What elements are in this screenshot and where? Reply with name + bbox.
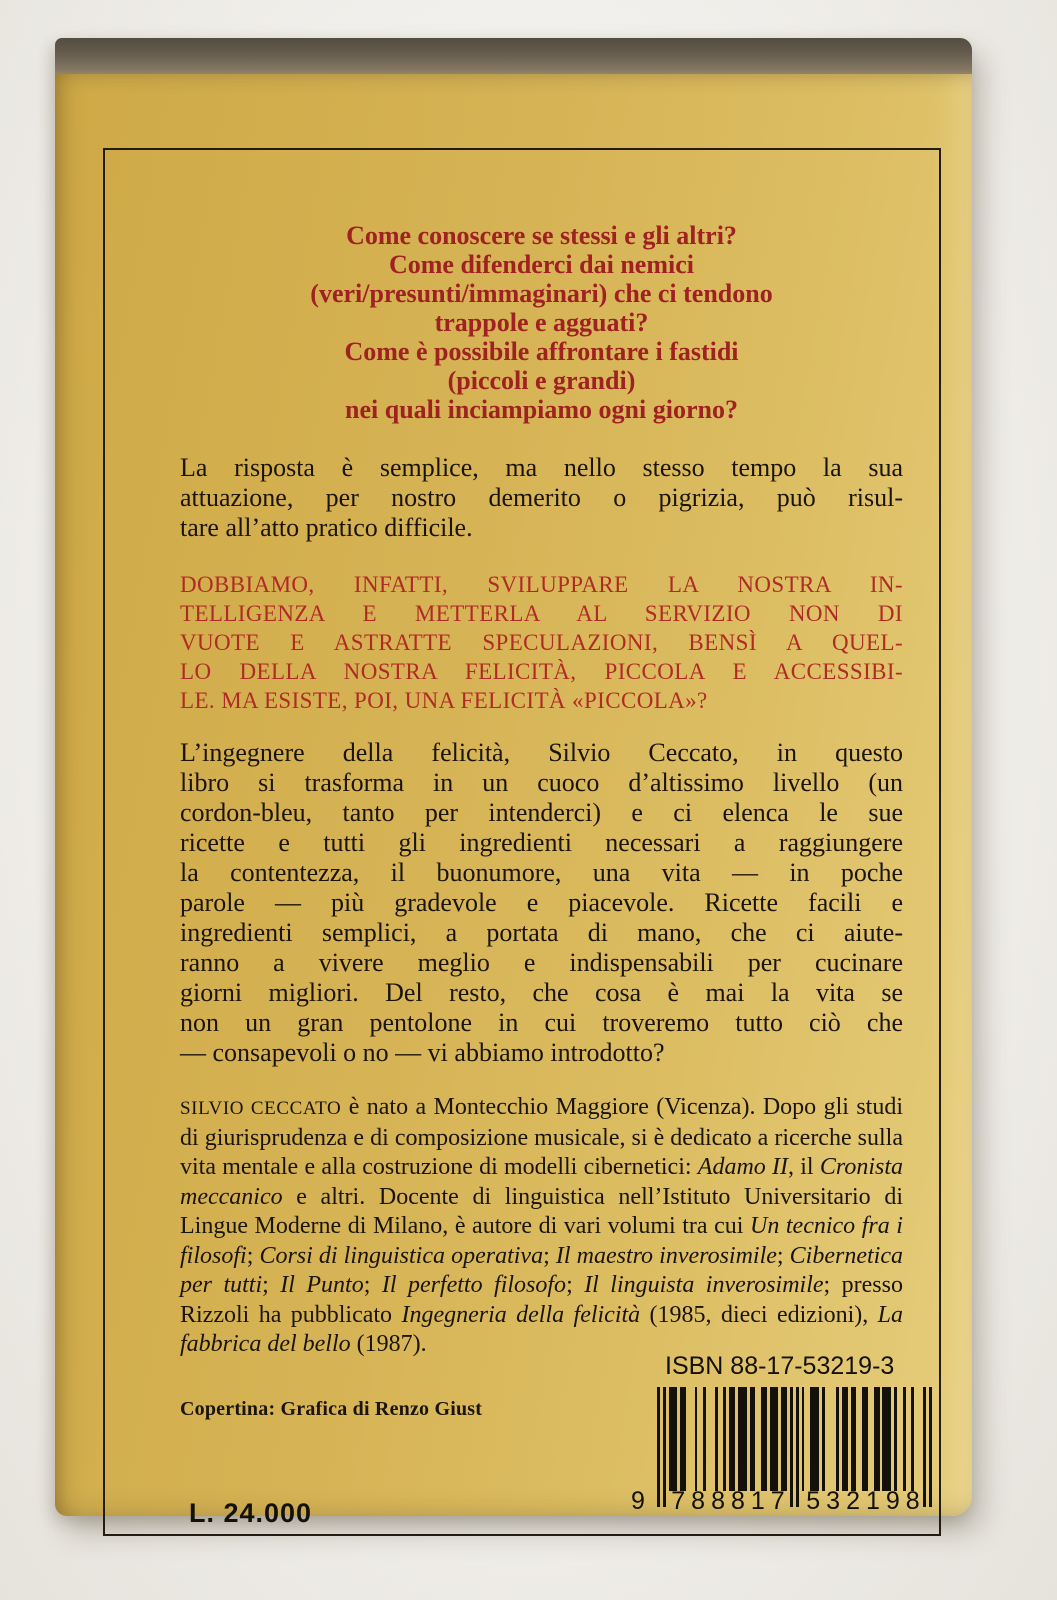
cover-credit: Copertina: Grafica di Renzo Giust	[180, 1398, 483, 1420]
cover-surface	[55, 74, 972, 1528]
barcode-digits-right-group: 532198	[806, 1487, 926, 1515]
headline-questions: Come conoscere se stessi e gli altri? Come difenderci dai nemici (veri/presunti/immaginari) che ci tendono trappole e agguati? Come è possibile affrontare i fastidi (piccoli e grandi) nei quali inciampiamo ogni giorno?	[310, 221, 773, 424]
author-bio: SILVIO CECCATO è nato a Montecchio Maggiore (Vicenza). Dopo gli studi di giurisprudenza e di composizione musicale, si è dedicato a ricerche sulla vita mentale e alla costruzione di modelli cibernetici: Adamo II, il Cronista meccanico e altri. Docente di linguistica nell’Istituto Universitario di Lingue Moderne di Milano, è autore di vari volumi tra cui Un tecnico fra i filosofi; Corsi di linguistica operativa; Il maestro inverosimile; Cibernetica per tutti; Il Punto; Il perfetto filosofo; Il linguista inverosimile; presso Rizzoli ha pubblicato Ingegneria della felicità (1985, dieci edizioni), La fabbrica del bello (1987).	[180, 1094, 904, 1357]
price-label: L. 24.000	[189, 1498, 313, 1528]
blurb-paragraph: L’ingegnere della felicità, Silvio Ceccato, in questo libro si trasforma in un cuoco d’altissimo livello (un cordon-bleu, tanto per intenderci) e ci elenca le sue ricette e tutti gli ingredienti necessari a raggiungere la contentezza, il buonumore, una vita — in poche parole — più gradevole e piacevole. Ricette facili e ingredienti semplici, a portata di mano, che ci aiute- ranno a vivere meglio e indispensabili per cucinare giorni migliori. Del resto, che cosa è mai la vita se non un gran pentolone in cui troveremo tutto ciò che — consapevoli o no — vi abbiamo introdotto?	[180, 738, 903, 1067]
emphasis-paragraph: DOBBIAMO, INFATTI, SVILUPPARE LA NOSTRA IN- TELLIGENZA E METTERLA AL SERVIZIO NON DI VUOTE E ASTRATTE SPECULAZIONI, BENSÌ A QUEL- LO DELLA NOSTRA FELICITÀ, PICCOLA E ACCESSIBI- LE. MA ESISTE, POI, UNA FELICITÀ «PICCOLA»?	[180, 572, 903, 713]
intro-paragraph: La risposta è semplice, ma nello stesso tempo la sua attuazione, per nostro demerito o pigrizia, può risul- tare all’atto pratico difficile.	[180, 453, 903, 542]
isbn-barcode-block	[631, 1352, 933, 1515]
book-page-block-top-edge	[55, 38, 972, 78]
isbn-number: ISBN 88-17-53219-3	[665, 1352, 895, 1380]
cover-frame-border	[103, 148, 941, 1536]
barcode-digits-left-group: 788817	[671, 1487, 791, 1515]
barcode-digit-leading: 9	[631, 1487, 645, 1515]
book-back-cover	[55, 38, 972, 1528]
